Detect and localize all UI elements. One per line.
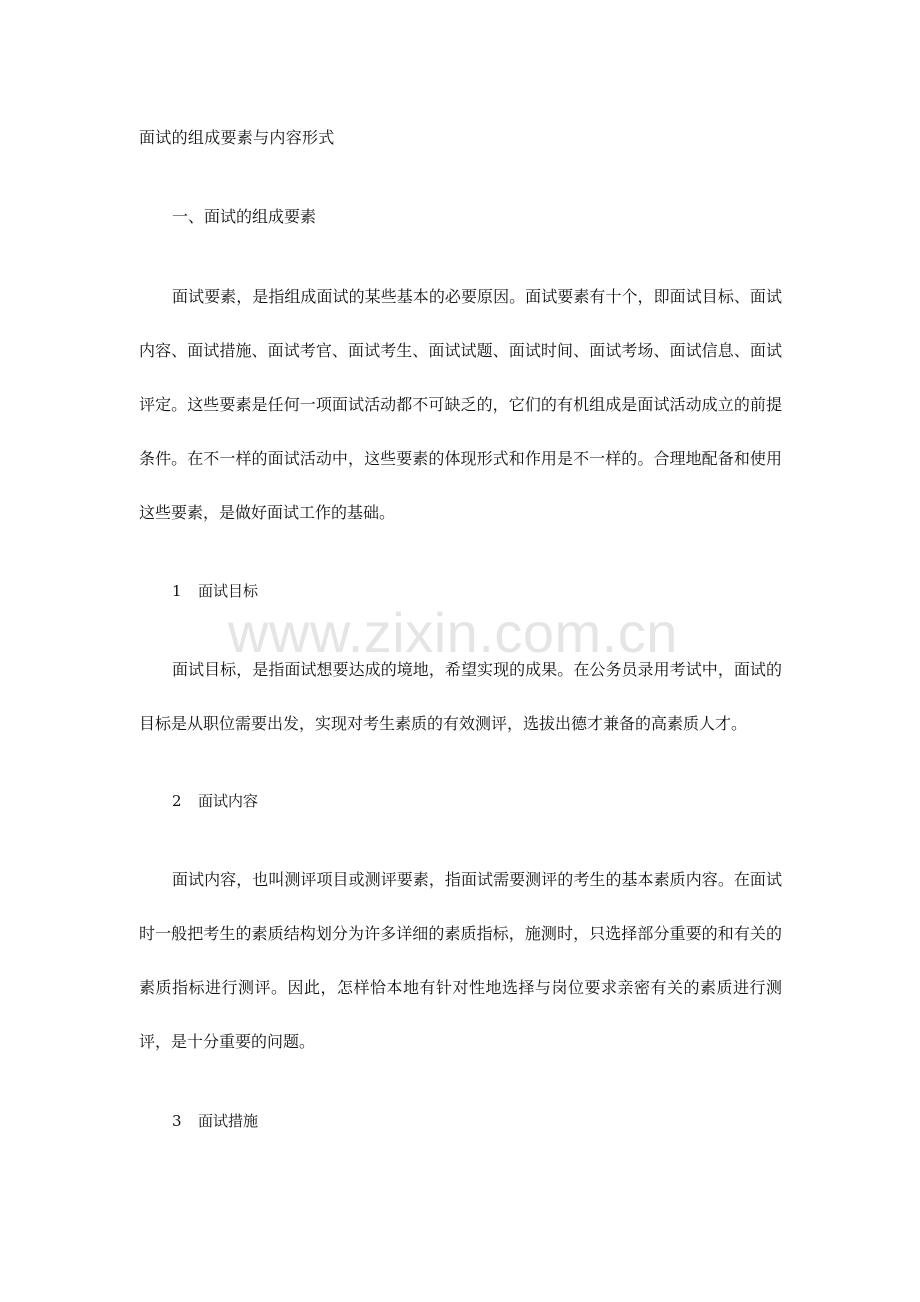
section-heading: 一、面试的组成要素 bbox=[172, 207, 317, 226]
watermark-text: www.zixin.com.cn bbox=[228, 601, 678, 664]
subheading-method bbox=[172, 1109, 258, 1133]
subheading-label: 面试内容 bbox=[198, 792, 259, 810]
paragraph-content: 面试内容，也叫测评项目或测评要素，指面试需要测评的考生的基本素质内容。在面试时一般把考生的素质结构划分为许多详细的素质指标，施测时，只选择部分重要的和有关的素质指标进行测评。因此，怎样恰本地有针对性地选择与岗位要求亲密有关的素质进行测评，是十分重要的问题。 bbox=[139, 870, 782, 1051]
document-title: 面试的组成要素与内容形式 bbox=[139, 128, 335, 147]
paragraph-elements-intro: 面试要素，是指组成面试的某些基本的必要原因。面试要素有十个，即面试目标、面试内容、面试措施、面试考官、面试考生、面试试题、面试时间、面试考场、面试信息、面试评定。这些要素是任何一项面试活动都不可缺乏的，它们的有机组成是面试活动成立的前提条件。在不一样的面试活动中，这些要素的体现形式和作用是不一样的。合理地配备和使用这些要素，是做好面试工作的基础。 bbox=[139, 287, 782, 522]
subheading-number: 2 bbox=[172, 792, 182, 810]
subheading-goal bbox=[172, 579, 258, 603]
subheading-label: 面试措施 bbox=[198, 1112, 259, 1130]
subheading-number: 3 bbox=[172, 1112, 182, 1130]
subheading-label: 面试目标 bbox=[198, 582, 259, 600]
paragraph-goal: 面试目标，是指面试想要达成的境地，希望实现的成果。在公务员录用考试中，面试的目标是从职位需要出发，实现对考生素质的有效测评，选拔出德才兼备的高素质人才。 bbox=[139, 660, 782, 733]
subheading-content bbox=[172, 789, 258, 813]
subheading-number: 1 bbox=[172, 582, 182, 600]
